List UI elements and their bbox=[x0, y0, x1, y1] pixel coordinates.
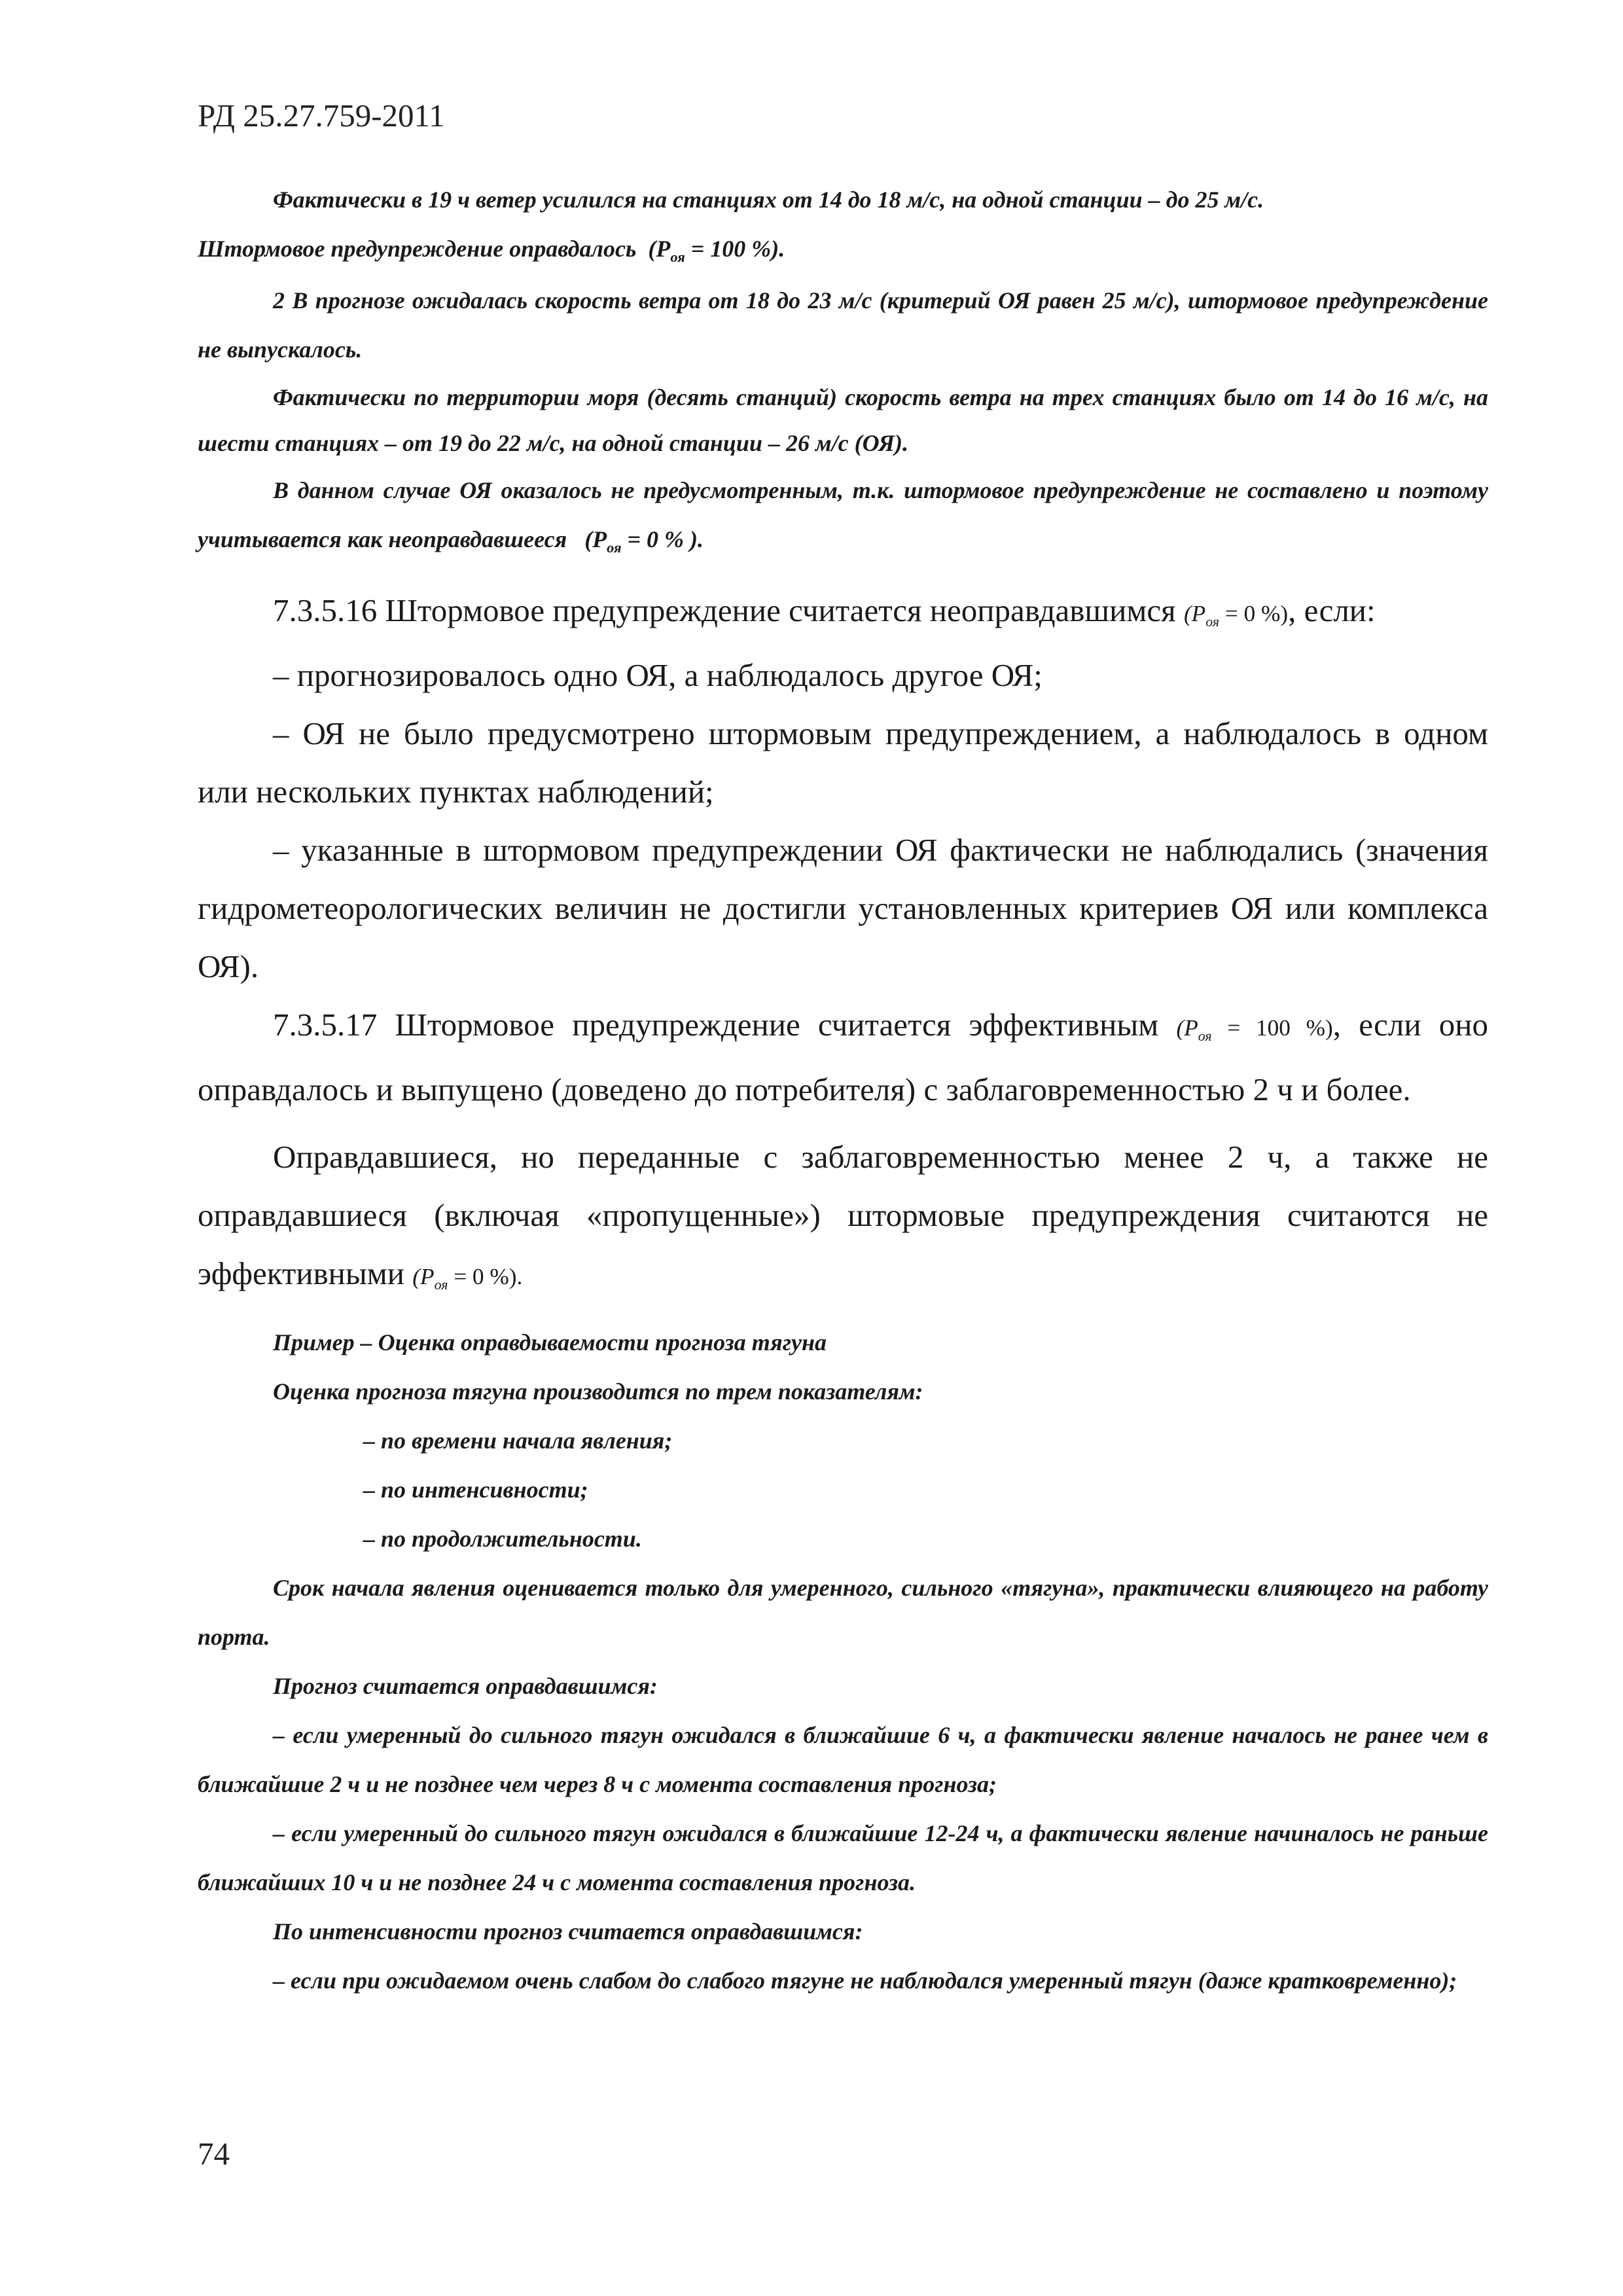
example-paragraph: Фактически в 19 ч ветер усилился на станциях от 14 до 18 м/с, на одной станции – до 25 м/с. bbox=[273, 187, 1264, 213]
example-paragraph: Прогноз считается оправдавшимся: bbox=[273, 1673, 658, 1699]
example-paragraph: В данном случае ОЯ оказалось не предусмотренным, т.к. штормовое предупреждение не составлено и поэтому учитывается как неоправдавшееся ($P_{оя} = 0$ % ). bbox=[198, 477, 1488, 556]
clause-7-3-5-17: 7.3.5.17 Штормовое предупреждение считается эффективным ($P_{оя} = 100$ %), если оно оправдалось и выпущено (доведено до потребителя) с заблаговременностью 2 ч и более. bbox=[198, 1007, 1488, 1107]
example-heading: Пример – Оценка оправдываемости прогноза тягуна bbox=[273, 1329, 827, 1355]
example-paragraph: Штормовое предупреждение оправдалось ($P_{оя} = 100$ %). bbox=[198, 236, 785, 265]
dash-item: – по продолжительности. bbox=[363, 1526, 642, 1552]
formula: ($P_{оя} = 0$ % ). bbox=[584, 526, 704, 556]
example-paragraph: Срок начала явления оценивается только для умеренного, сильного «тягуна», практически влияющего на работу порта. bbox=[198, 1575, 1488, 1650]
formula: ($P_{оя} = 0$ %) bbox=[1183, 601, 1289, 630]
formula: ($P_{оя} = 0$ %). bbox=[412, 1264, 523, 1293]
list-item: – ОЯ не было предусмотрено штормовым предупреждением, а наблюдалось в одном или нескольких пунктах наблюдений; bbox=[198, 715, 1488, 810]
list-item: – указанные в штормовом предупреждении ОЯ фактически не наблюдались (значения гидрометеорологических величин не достигли установленных критериев ОЯ или комплекса ОЯ). bbox=[198, 832, 1488, 984]
example-paragraph: – если умеренный до сильного тягун ожидался в ближайшие 12-24 ч, а фактически явление начиналось не раньше ближайших 10 ч и не позднее 24 ч с момента составления прогноза. bbox=[198, 1820, 1488, 1895]
example-paragraph: По интенсивности прогноз считается оправдавшимся: bbox=[273, 1918, 863, 1945]
page-number: 74 bbox=[198, 2136, 230, 2172]
dash-item: – по времени начала явления; bbox=[363, 1427, 673, 1454]
page-content bbox=[198, 175, 1488, 2005]
example-paragraph: Оценка прогноза тягуна производится по трем показателям: bbox=[273, 1378, 923, 1405]
example-paragraph: Фактически по территории моря (десять станций) скорость ветра на трех станциях было от 14 до 16 м/с, на шести станциях – от 19 до 22 м/с, на одной станции – 26 м/с (ОЯ). bbox=[198, 384, 1488, 456]
list-item: – прогнозировалось одно ОЯ, а наблюдалось другое ОЯ; bbox=[273, 657, 1043, 693]
example-paragraph: – если при ожидаемом очень слабом до слабого тягуне не наблюдался умеренный тягун (даже кратковременно); bbox=[273, 1967, 1457, 1994]
example-paragraph: 2 В прогнозе ожидалась скорость ветра от 18 до 23 м/с (критерий ОЯ равен 25 м/с), штормовое предупреждение не выпускалось. bbox=[198, 287, 1488, 363]
formula: ($P_{оя} = 100$ %) bbox=[1176, 1015, 1333, 1044]
clause-7-3-5-16: 7.3.5.16 Штормовое предупреждение считается неоправдавшимся ($P_{оя} = 0$ %), если: bbox=[273, 592, 1376, 630]
body-paragraph: Оправдавшиеся, но переданные с заблаговременностью менее 2 ч, а также не оправдавшиеся (включая «пропущенные») штормовые предупреждения считаются не эффективными ($P_{оя} = 0$ %). bbox=[198, 1139, 1488, 1293]
example-paragraph: – если умеренный до сильного тягун ожидался в ближайшие 6 ч, а фактически явление началось не ранее чем в ближайшие 2 ч и не позднее чем через 8 ч с момента составления прогноза; bbox=[198, 1722, 1488, 1797]
document-code-header: РД 25.27.759-2011 bbox=[198, 98, 445, 134]
formula: ($P_{оя} = 100$ %). bbox=[648, 236, 785, 265]
dash-item: – по интенсивности; bbox=[363, 1477, 588, 1503]
